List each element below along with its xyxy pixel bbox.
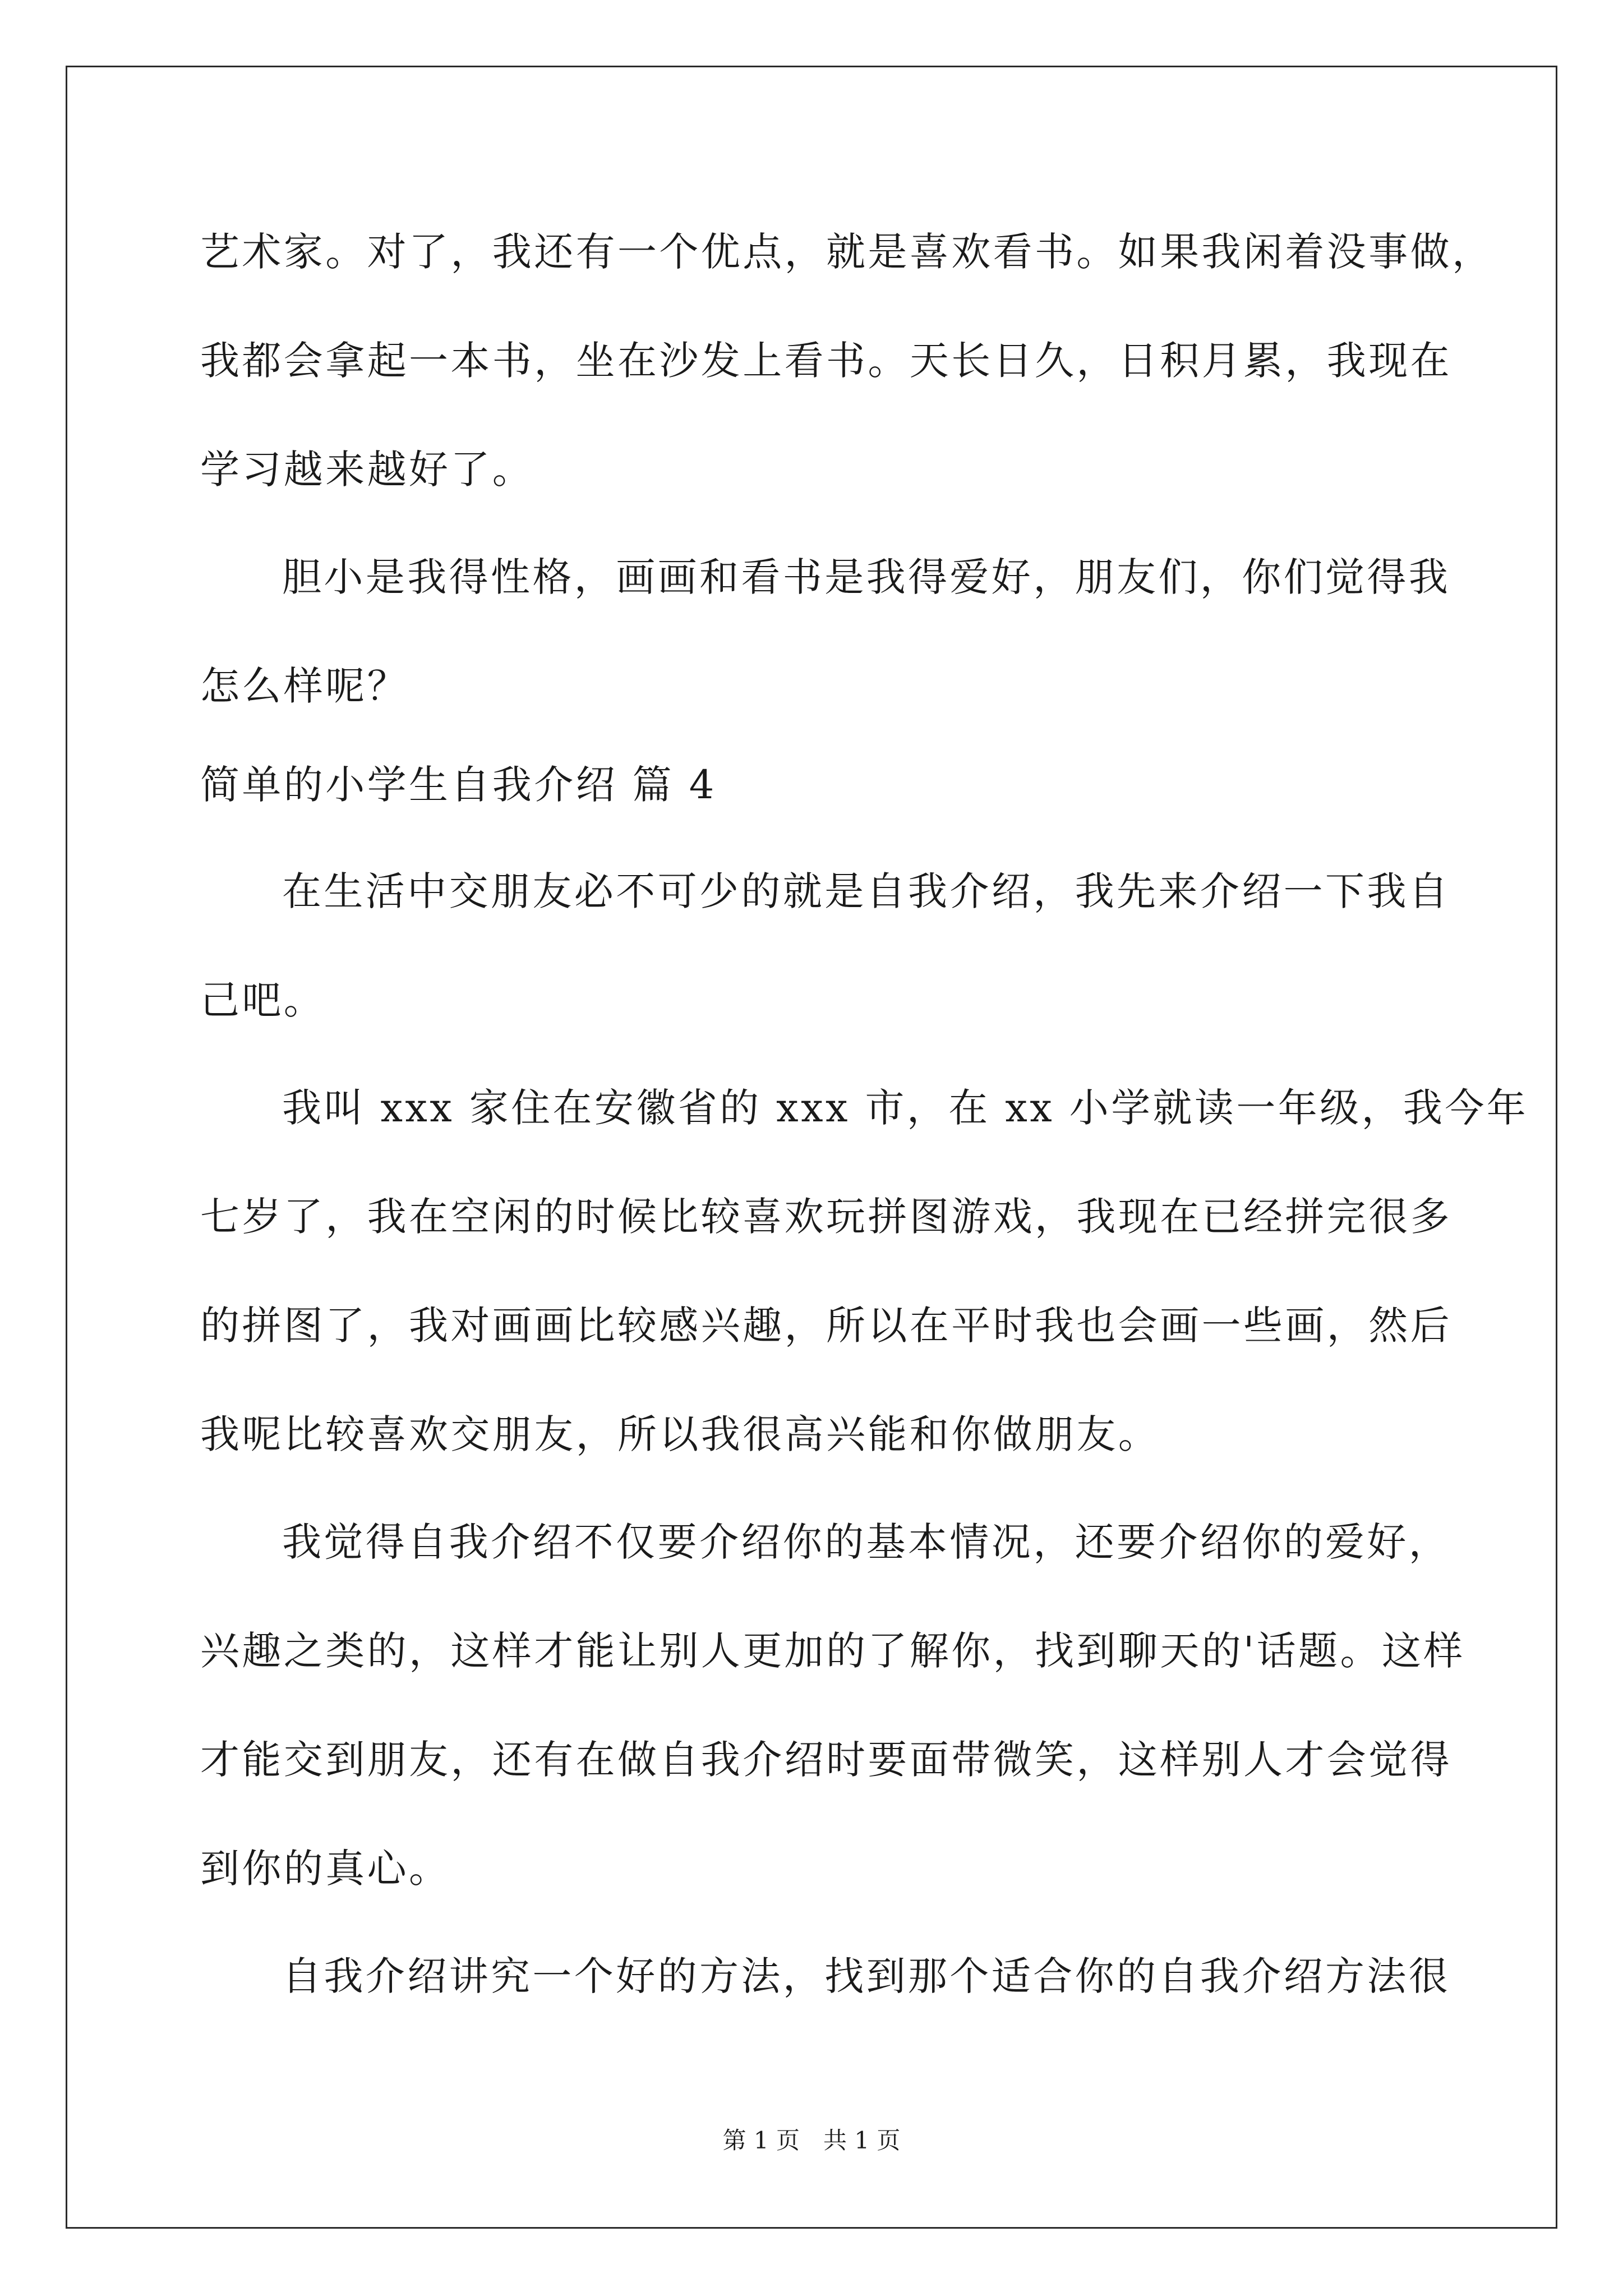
paragraph-line: 学习越来越好了。 <box>200 447 534 493</box>
paragraph-line: 七岁了，我在空闲的时候比较喜欢玩拼图游戏，我现在已经拼完很多 <box>200 1194 1452 1240</box>
paragraph-line: 怎么样呢？ <box>200 663 409 709</box>
page-border <box>66 66 1557 2229</box>
section-heading: 简单的小学生自我介绍 篇 4 <box>200 762 717 808</box>
paragraph-line: 自我介绍讲究一个好的方法，找到那个适合你的自我介绍方法很 <box>282 1953 1451 1999</box>
paragraph-line: 我叫 xxx 家住在安徽省的 xxx 市，在 xx 小学就读一年级，我今年 <box>282 1085 1529 1131</box>
page-number-footer: 第 1 页 共 1 页 <box>722 2127 901 2154</box>
paragraph-line: 兴趣之类的，这样才能让别人更加的了解你，找到聊天的'话题。这样 <box>200 1628 1465 1674</box>
paragraph-line: 我都会拿起一本书，坐在沙发上看书。天长日久，日积月累，我现在 <box>200 338 1452 384</box>
paragraph-line: 我呢比较喜欢交朋友，所以我很高兴能和你做朋友。 <box>200 1411 1160 1457</box>
paragraph-line: 胆小是我得性格，画画和看书是我得爱好，朋友们，你们觉得我 <box>282 554 1451 600</box>
paragraph-line: 的拼图了，我对画画比较感兴趣，所以在平时我也会画一些画，然后 <box>200 1303 1452 1349</box>
paragraph-line: 到你的真心。 <box>200 1846 451 1892</box>
paragraph-line: 己吧。 <box>200 977 326 1023</box>
paragraph-line: 艺术家。对了，我还有一个优点，就是喜欢看书。如果我闲着没事做， <box>200 229 1494 275</box>
paragraph-line: 我觉得自我介绍不仅要介绍你的基本情况，还要介绍你的爱好， <box>282 1519 1451 1565</box>
paragraph-line: 才能交到朋友，还有在做自我介绍时要面带微笑，这样别人才会觉得 <box>200 1737 1452 1783</box>
paragraph-line: 在生活中交朋友必不可少的就是自我介绍，我先来介绍一下我自 <box>282 868 1451 914</box>
